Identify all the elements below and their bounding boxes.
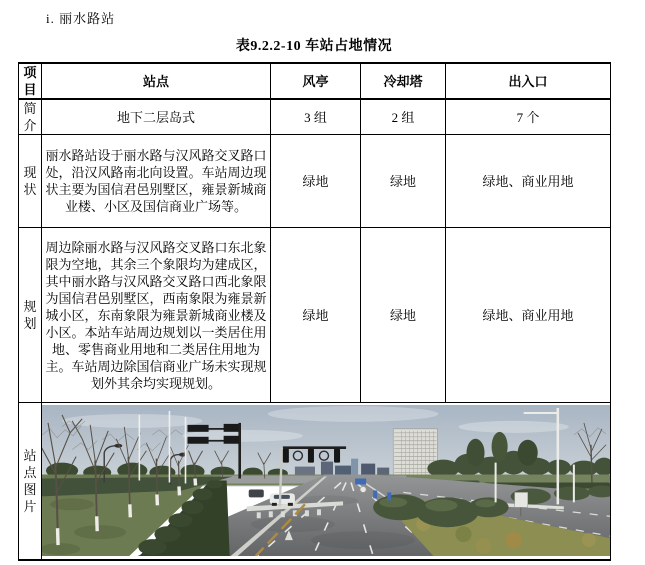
col-header-item: 项目 <box>19 63 42 99</box>
cell-current-station: 丽水路站设于丽水路与汉风路交叉路口处，沿汉风路南北向设置。车站周边现状主要为国信君邑别墅区，雍景新城商业楼、小区及国信商业广场等。 <box>42 135 271 228</box>
cell-planning-wind: 绿地 <box>271 228 361 403</box>
photo-cell <box>42 403 611 560</box>
table-header-row <box>19 63 611 99</box>
station-photo <box>42 405 610 556</box>
cell-current-exit: 绿地、商业用地 <box>446 135 611 228</box>
row-label-current: 现状 <box>19 135 42 228</box>
table-title: 表9.2.2-10 车站占地情况 <box>235 39 393 54</box>
cell-current-cooling: 绿地 <box>361 135 446 228</box>
col-header-exit: 出入口 <box>446 63 611 99</box>
table-row-current <box>19 135 611 228</box>
cell-planning-exit: 绿地、商业用地 <box>446 228 611 403</box>
sign-board <box>515 493 528 508</box>
table-row-planning <box>19 228 611 403</box>
cell-intro-wind: 3 组 <box>271 99 361 135</box>
station-land-table <box>18 62 611 561</box>
col-header-wind: 风亭 <box>271 63 361 99</box>
col-header-station: 站点 <box>42 63 271 99</box>
row-label-planning: 规划 <box>19 228 42 403</box>
col-header-cooling: 冷却塔 <box>361 63 446 99</box>
row-label-photo: 站点图片 <box>19 403 42 560</box>
section-heading: i. 丽水路站 <box>46 11 116 26</box>
table-row-intro <box>19 99 611 135</box>
cell-planning-cooling: 绿地 <box>361 228 446 403</box>
cell-intro-exit: 7 个 <box>446 99 611 135</box>
cell-intro-station: 地下二层岛式 <box>42 99 271 135</box>
cell-planning-station: 周边除丽水路与汉风路交叉路口东北象限为空地，其余三个象限均为建成区，其中丽水路与汉风路交叉路口西北象限为国信君邑别墅区，西南象限为雍景新城小区，东南象限为雍景新城商业楼及小区。本站车站周边规划以一类居住用地、零售商业用地和二类居住用地为主。车站周边除国信商业广场未实现规划外其余均实现规划。 <box>42 228 271 403</box>
row-label-intro: 简介 <box>19 99 42 135</box>
table-row-photo <box>19 403 611 560</box>
cell-intro-cooling: 2 组 <box>361 99 446 135</box>
cell-current-wind: 绿地 <box>271 135 361 228</box>
